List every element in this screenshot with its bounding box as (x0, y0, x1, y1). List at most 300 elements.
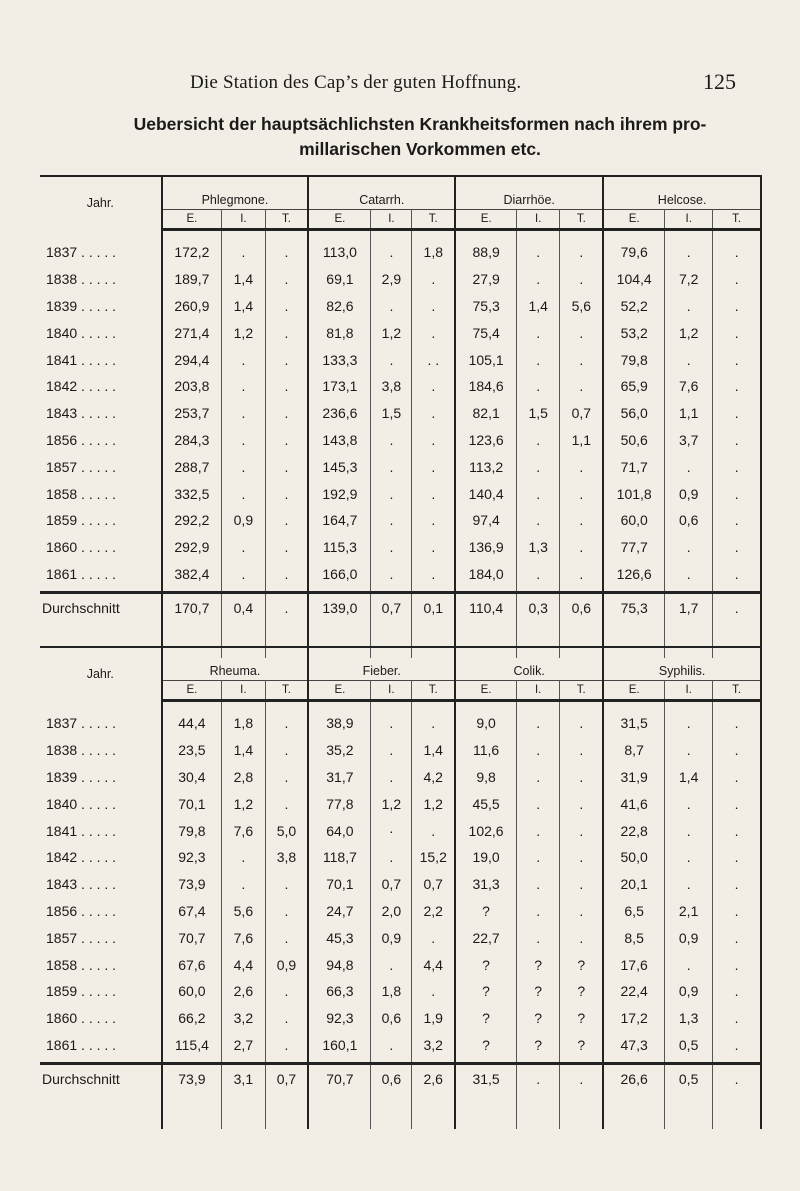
value-cell: 140,4 (455, 480, 516, 507)
value-cell: . (713, 1032, 761, 1064)
value-cell: 7,6 (222, 817, 265, 844)
value-cell: . (517, 346, 560, 373)
value-cell: . (713, 319, 761, 346)
value-cell: . (517, 790, 560, 817)
value-cell: 4,2 (412, 764, 455, 791)
value-cell: 3,7 (665, 427, 713, 454)
value-cell: 1,4 (517, 293, 560, 320)
value-cell: . (371, 480, 412, 507)
value-cell: 5,6 (560, 293, 603, 320)
value-cell: . (713, 701, 761, 737)
value-cell: . (713, 293, 761, 320)
table-row (40, 400, 761, 427)
value-cell: 102,6 (455, 817, 516, 844)
value-cell: 0,6 (371, 1005, 412, 1032)
value-cell: ? (455, 951, 516, 978)
value-cell: . (560, 817, 603, 844)
value-cell: 0,6 (665, 507, 713, 534)
value-cell: ? (517, 951, 560, 978)
value-cell: . (412, 561, 455, 593)
value-cell: 50,6 (603, 427, 664, 454)
value-cell: . (371, 561, 412, 593)
value-cell: . (713, 507, 761, 534)
value-cell: . (713, 534, 761, 561)
value-cell: 203,8 (162, 373, 222, 400)
value-cell: 1,4 (222, 737, 265, 764)
value-cell: 236,6 (308, 400, 371, 427)
average-value: 3,1 (222, 1064, 265, 1106)
value-cell: 7,6 (665, 373, 713, 400)
value-cell: . (265, 427, 308, 454)
value-cell: . (265, 346, 308, 373)
value-cell: 271,4 (162, 319, 222, 346)
value-cell: . (713, 817, 761, 844)
value-cell: 79,8 (603, 346, 664, 373)
subcolumn-header-t: T. (713, 681, 761, 701)
value-cell: . (265, 978, 308, 1005)
value-cell: . (713, 561, 761, 593)
value-cell: 67,4 (162, 898, 222, 925)
value-cell: . (560, 898, 603, 925)
value-cell: 19,0 (455, 844, 516, 871)
value-cell: 332,5 (162, 480, 222, 507)
value-cell: . (265, 924, 308, 951)
table-row (40, 1032, 761, 1064)
subcolumn-header-i: I. (517, 681, 560, 701)
average-value: 0,1 (412, 593, 455, 635)
value-cell: . (371, 951, 412, 978)
jahr-header: Jahr. (40, 176, 162, 230)
value-cell: 1,2 (371, 790, 412, 817)
value-cell: 1,2 (222, 790, 265, 817)
value-cell: 82,1 (455, 400, 516, 427)
year-cell: 1840 . . . . . (40, 319, 162, 346)
value-cell: . (222, 346, 265, 373)
average-value: . (713, 593, 761, 635)
average-value: 2,6 (412, 1064, 455, 1106)
value-cell: 0,9 (265, 951, 308, 978)
average-value: 170,7 (162, 593, 222, 635)
value-cell: 38,9 (308, 701, 371, 737)
disease-group-header: Phlegmone. (162, 176, 309, 210)
value-cell: 31,5 (603, 701, 664, 737)
value-cell: 0,9 (665, 978, 713, 1005)
disease-group-header: Syphilis. (603, 647, 761, 681)
value-cell: . (713, 346, 761, 373)
value-cell: . (517, 453, 560, 480)
value-cell: . (222, 534, 265, 561)
average-value: 0,3 (517, 593, 560, 635)
value-cell: 0,7 (560, 400, 603, 427)
disease-group-header: Colik. (455, 647, 603, 681)
value-cell: . (665, 737, 713, 764)
value-cell: . (713, 230, 761, 266)
subcolumn-header-e: E. (162, 210, 222, 230)
subcolumn-header-i: I. (222, 681, 265, 701)
value-cell: 164,7 (308, 507, 371, 534)
value-cell: ? (455, 1005, 516, 1032)
value-cell: . (517, 319, 560, 346)
value-cell: 1,8 (412, 230, 455, 266)
value-cell: . (713, 924, 761, 951)
average-value: 0,6 (560, 593, 603, 635)
disease-group-header: Helcose. (603, 176, 761, 210)
value-cell: 2,8 (222, 764, 265, 791)
value-cell: . (265, 266, 308, 293)
average-row (40, 1064, 761, 1106)
value-cell: . (713, 978, 761, 1005)
value-cell: ? (517, 978, 560, 1005)
year-cell: 1839 . . . . . (40, 764, 162, 791)
table-row (40, 373, 761, 400)
value-cell: 67,6 (162, 951, 222, 978)
value-cell: . (517, 898, 560, 925)
value-cell: 92,3 (308, 1005, 371, 1032)
average-row (40, 593, 761, 635)
value-cell: 113,0 (308, 230, 371, 266)
morbidity-table-1 (40, 175, 762, 658)
value-cell: . (222, 373, 265, 400)
value-cell: ? (455, 1032, 516, 1064)
value-cell: 17,6 (603, 951, 664, 978)
value-cell: . (371, 230, 412, 266)
value-cell: 104,4 (603, 266, 664, 293)
value-cell: . (665, 844, 713, 871)
value-cell: 1,4 (222, 266, 265, 293)
value-cell: 172,2 (162, 230, 222, 266)
value-cell: . (517, 507, 560, 534)
value-cell: . (665, 561, 713, 593)
value-cell: . (265, 319, 308, 346)
value-cell: . (265, 293, 308, 320)
morbidity-table-2 (40, 646, 762, 1129)
average-value: 110,4 (455, 593, 516, 635)
average-value: 70,7 (308, 1064, 371, 1106)
value-cell: . (517, 480, 560, 507)
value-cell: · (371, 817, 412, 844)
year-cell: 1857 . . . . . (40, 453, 162, 480)
value-cell: 1,8 (371, 978, 412, 1005)
value-cell: 1,5 (517, 400, 560, 427)
value-cell: ? (560, 951, 603, 978)
subcolumn-header-t: T. (560, 681, 603, 701)
value-cell: . (517, 701, 560, 737)
value-cell: . (412, 924, 455, 951)
year-cell: 1859 . . . . . (40, 507, 162, 534)
year-cell: 1841 . . . . . (40, 346, 162, 373)
value-cell: . (222, 871, 265, 898)
value-cell: . (713, 764, 761, 791)
value-cell: 292,2 (162, 507, 222, 534)
value-cell: 1,3 (517, 534, 560, 561)
value-cell: 47,3 (603, 1032, 664, 1064)
value-cell: 0,9 (222, 507, 265, 534)
value-cell: 88,9 (455, 230, 516, 266)
value-cell: 9,8 (455, 764, 516, 791)
value-cell: 77,7 (603, 534, 664, 561)
table-row (40, 266, 761, 293)
value-cell: 1,9 (412, 1005, 455, 1032)
value-cell: 189,7 (162, 266, 222, 293)
value-cell: . (371, 1032, 412, 1064)
average-value: 31,5 (455, 1064, 516, 1106)
value-cell: . (560, 737, 603, 764)
value-cell: 20,1 (603, 871, 664, 898)
value-cell: . (560, 319, 603, 346)
value-cell: . (371, 737, 412, 764)
table-row (40, 817, 761, 844)
subcolumn-header-t: T. (412, 681, 455, 701)
table-row (40, 561, 761, 593)
value-cell: . (713, 844, 761, 871)
year-cell: 1861 . . . . . (40, 1032, 162, 1064)
value-cell: 5,6 (222, 898, 265, 925)
value-cell: 0,7 (371, 871, 412, 898)
value-cell: 1,1 (665, 400, 713, 427)
value-cell: . (371, 293, 412, 320)
value-cell: . (265, 790, 308, 817)
value-cell: 253,7 (162, 400, 222, 427)
table-row (40, 924, 761, 951)
year-cell: 1860 . . . . . (40, 534, 162, 561)
value-cell: 2,6 (222, 978, 265, 1005)
value-cell: . (412, 701, 455, 737)
subcolumn-header-i: I. (371, 681, 412, 701)
average-value: 0,7 (265, 1064, 308, 1106)
year-cell: 1858 . . . . . (40, 951, 162, 978)
value-cell: . (665, 534, 713, 561)
value-cell: ? (455, 978, 516, 1005)
value-cell: 45,5 (455, 790, 516, 817)
table-row (40, 319, 761, 346)
value-cell: . (222, 400, 265, 427)
value-cell: 24,7 (308, 898, 371, 925)
value-cell: 192,9 (308, 480, 371, 507)
value-cell: . (560, 230, 603, 266)
value-cell: . (412, 507, 455, 534)
value-cell: 1,2 (222, 319, 265, 346)
table-row (40, 453, 761, 480)
value-cell: . (560, 373, 603, 400)
value-cell: 173,1 (308, 373, 371, 400)
average-label: Durchschnitt (40, 1064, 162, 1106)
subcolumn-header-i: I. (222, 210, 265, 230)
year-cell: 1861 . . . . . (40, 561, 162, 593)
value-cell: . (222, 230, 265, 266)
value-cell: 0,9 (665, 480, 713, 507)
value-cell: 66,2 (162, 1005, 222, 1032)
value-cell: 15,2 (412, 844, 455, 871)
value-cell: 60,0 (162, 978, 222, 1005)
jahr-header: Jahr. (40, 647, 162, 701)
value-cell: . (412, 427, 455, 454)
value-cell: . (412, 373, 455, 400)
value-cell: 8,5 (603, 924, 664, 951)
value-cell: . (713, 898, 761, 925)
subcolumn-header-i: I. (517, 210, 560, 230)
running-title: Die Station des Cap’s der guten Hoffnung. (190, 72, 522, 93)
value-cell: 145,3 (308, 453, 371, 480)
value-cell: . (560, 453, 603, 480)
value-cell: 23,5 (162, 737, 222, 764)
value-cell: 284,3 (162, 427, 222, 454)
value-cell: 35,2 (308, 737, 371, 764)
value-cell: 64,0 (308, 817, 371, 844)
value-cell: 105,1 (455, 346, 516, 373)
value-cell: 50,0 (603, 844, 664, 871)
value-cell: . (665, 701, 713, 737)
value-cell: 70,1 (308, 871, 371, 898)
value-cell: 0,9 (665, 924, 713, 951)
year-cell: 1843 . . . . . (40, 400, 162, 427)
table-row (40, 534, 761, 561)
value-cell: 184,6 (455, 373, 516, 400)
value-cell: . (665, 230, 713, 266)
year-cell: 1842 . . . . . (40, 844, 162, 871)
year-cell: 1839 . . . . . (40, 293, 162, 320)
table-row (40, 951, 761, 978)
value-cell: . (560, 480, 603, 507)
value-cell: 1,4 (665, 764, 713, 791)
value-cell: . (517, 924, 560, 951)
value-cell: . (713, 951, 761, 978)
average-value: 0,6 (371, 1064, 412, 1106)
value-cell: . (560, 507, 603, 534)
average-value: 139,0 (308, 593, 371, 635)
value-cell: 7,6 (222, 924, 265, 951)
value-cell: 22,4 (603, 978, 664, 1005)
value-cell: 73,9 (162, 871, 222, 898)
average-value: 1,7 (665, 593, 713, 635)
value-cell: . (412, 319, 455, 346)
value-cell: . (517, 737, 560, 764)
value-cell: . (665, 453, 713, 480)
value-cell: 2,0 (371, 898, 412, 925)
value-cell: . (560, 561, 603, 593)
table-row (40, 764, 761, 791)
subcolumn-header-i: I. (665, 681, 713, 701)
value-cell: . (265, 701, 308, 737)
value-cell: . (517, 871, 560, 898)
value-cell: 136,9 (455, 534, 516, 561)
value-cell: 17,2 (603, 1005, 664, 1032)
value-cell: . (517, 266, 560, 293)
disease-group-header: Rheuma. (162, 647, 309, 681)
value-cell: . (517, 764, 560, 791)
value-cell: 27,9 (455, 266, 516, 293)
value-cell: 22,8 (603, 817, 664, 844)
value-cell: 1,1 (560, 427, 603, 454)
value-cell: 1,2 (371, 319, 412, 346)
average-value: 75,3 (603, 593, 664, 635)
heading-line-1: Uebersicht der hauptsächlichsten Krankheitsformen nach ihrem pro- (133, 114, 707, 134)
value-cell: . (412, 817, 455, 844)
value-cell: 101,8 (603, 480, 664, 507)
value-cell: 79,6 (603, 230, 664, 266)
average-value: . (560, 1064, 603, 1106)
value-cell: 53,2 (603, 319, 664, 346)
value-cell: . (371, 844, 412, 871)
subcolumn-header-e: E. (455, 681, 516, 701)
value-cell: . (265, 1005, 308, 1032)
value-cell: 30,4 (162, 764, 222, 791)
year-cell: 1856 . . . . . (40, 898, 162, 925)
year-cell: 1840 . . . . . (40, 790, 162, 817)
value-cell: . (713, 737, 761, 764)
value-cell: . (665, 817, 713, 844)
value-cell: . (412, 400, 455, 427)
subcolumn-header-t: T. (412, 210, 455, 230)
value-cell: . (222, 844, 265, 871)
table-row (40, 507, 761, 534)
value-cell: . (560, 346, 603, 373)
value-cell: 41,6 (603, 790, 664, 817)
table-row (40, 1005, 761, 1032)
value-cell: . (517, 844, 560, 871)
value-cell: . (222, 480, 265, 507)
value-cell: 1,2 (412, 790, 455, 817)
value-cell: 71,7 (603, 453, 664, 480)
value-cell: . (517, 427, 560, 454)
value-cell: 92,3 (162, 844, 222, 871)
value-cell: . (265, 1032, 308, 1064)
value-cell: 31,9 (603, 764, 664, 791)
value-cell: 8,7 (603, 737, 664, 764)
average-value: 0,5 (665, 1064, 713, 1106)
year-cell: 1859 . . . . . (40, 978, 162, 1005)
value-cell: 2,2 (412, 898, 455, 925)
value-cell: . (560, 764, 603, 791)
value-cell: 184,0 (455, 561, 516, 593)
value-cell: 31,3 (455, 871, 516, 898)
value-cell: . (560, 924, 603, 951)
value-cell: 60,0 (603, 507, 664, 534)
value-cell: . (560, 701, 603, 737)
value-cell: 70,7 (162, 924, 222, 951)
value-cell: 9,0 (455, 701, 516, 737)
value-cell: 2,7 (222, 1032, 265, 1064)
value-cell: 133,3 (308, 346, 371, 373)
value-cell: 143,8 (308, 427, 371, 454)
value-cell: . (371, 701, 412, 737)
value-cell: . (265, 737, 308, 764)
value-cell: 115,3 (308, 534, 371, 561)
value-cell: 160,1 (308, 1032, 371, 1064)
value-cell: 3,8 (371, 373, 412, 400)
value-cell: . (371, 453, 412, 480)
value-cell: ? (517, 1032, 560, 1064)
value-cell: 3,8 (265, 844, 308, 871)
value-cell: . (412, 480, 455, 507)
value-cell: 52,2 (603, 293, 664, 320)
table-row (40, 898, 761, 925)
value-cell: 3,2 (412, 1032, 455, 1064)
value-cell: . (412, 978, 455, 1005)
value-cell: 113,2 (455, 453, 516, 480)
value-cell: 77,8 (308, 790, 371, 817)
value-cell: . (713, 453, 761, 480)
value-cell: . (265, 453, 308, 480)
value-cell: 66,3 (308, 978, 371, 1005)
average-value: 0,7 (371, 593, 412, 635)
value-cell: 0,7 (412, 871, 455, 898)
table-row (40, 346, 761, 373)
value-cell: . (665, 293, 713, 320)
value-cell: . (222, 453, 265, 480)
value-cell: 382,4 (162, 561, 222, 593)
subcolumn-header-t: T. (560, 210, 603, 230)
value-cell: . (265, 373, 308, 400)
